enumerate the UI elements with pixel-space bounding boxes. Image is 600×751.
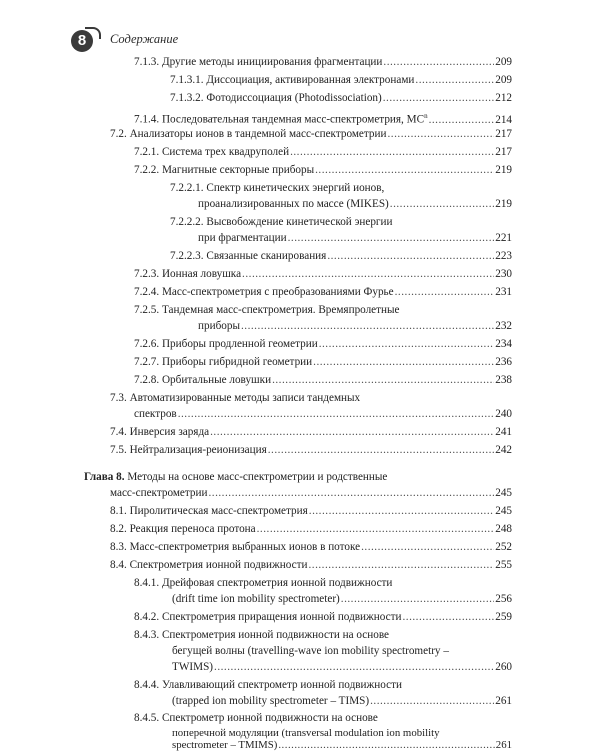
page-ref: 255	[495, 559, 512, 571]
page-ref: 242	[495, 444, 512, 456]
toc-entry-7-2-2-1[interactable]: проанализированных по массе (MIKES) ..... 219	[198, 197, 512, 211]
toc-entry-8-4-4[interactable]: (trapped ion mobility spectrometer – TIMS) ..... 261	[172, 694, 512, 708]
page-ref: 261	[495, 695, 512, 707]
toc-entry-8-4-2[interactable]: 8.4.2. Спектрометрия приращения ионной подвижности ..... 259	[134, 610, 512, 624]
page-ref: 256	[495, 593, 512, 605]
toc-entry-7-1-4[interactable]: 7.1.4. Последовательная тандемная масс-спектрометрия, $МС^n$ ..... 214	[134, 109, 512, 127]
page-ref: 230	[495, 268, 512, 280]
page-ref: 212	[495, 92, 512, 104]
toc-entry-7-2-6[interactable]: 7.2.6. Приборы продленной геометрии ..... 234	[134, 337, 512, 351]
page-ref: 252	[495, 541, 512, 553]
page-ref: 236	[495, 356, 512, 368]
toc-entry-8-4-3-line1[interactable]: 8.4.3. Спектрометрия ионной подвижности на основе	[134, 629, 389, 641]
toc-entry-7-3[interactable]: спектров ..... 240	[134, 407, 512, 421]
page-ref: 217	[495, 128, 512, 140]
toc-entry-7-2-1[interactable]: 7.2.1. Система трех квадруполей ..... 217	[134, 145, 512, 159]
page-ref: 248	[495, 523, 512, 535]
toc-entry-7-2-2-2[interactable]: при фрагментации ..... 221	[198, 231, 512, 245]
toc-entry-7-2-2[interactable]: 7.2.2. Магнитные секторные приборы ..... 219	[134, 163, 512, 177]
page-ref: 260	[495, 661, 512, 673]
toc-entry-7-2-3[interactable]: 7.2.3. Ионная ловушка ..... 230	[134, 267, 512, 281]
page-ref: 261	[495, 739, 512, 751]
page-ref: 219	[495, 164, 512, 176]
toc-entry-7-2-8[interactable]: 7.2.8. Орбитальные ловушки ..... 238	[134, 373, 512, 387]
toc-entry-8-1[interactable]: 8.1. Пиролитическая масс-спектрометрия ..... 245	[110, 504, 512, 518]
toc-entry-8-4-5-line1[interactable]: 8.4.5. Спектрометр ионной подвижности на основе	[134, 712, 378, 724]
toc-entry-7-2-2-2-line1[interactable]: 7.2.2.2. Высвобождение кинетической энергии	[170, 216, 393, 228]
toc-entry-7-2-7[interactable]: 7.2.7. Приборы гибридной геометрии ..... 236	[134, 355, 512, 369]
toc-entry-8-4-5-line2[interactable]: поперечной модуляции (transversal modulation ion mobility	[172, 727, 440, 739]
page-ref: 223	[495, 250, 512, 262]
toc-entry-7-2[interactable]: 7.2. Анализаторы ионов в тандемной масс-спектрометрии ..... 217	[110, 127, 512, 141]
page-ref: 209	[495, 56, 512, 68]
toc-entry-8-2[interactable]: 8.2. Реакция переноса протона ..... 248	[110, 522, 512, 536]
page-ref: 240	[495, 408, 512, 420]
page-ref: 245	[495, 505, 512, 517]
toc-entry-7-2-2-3[interactable]: 7.2.2.3. Связанные сканирования ..... 223	[170, 249, 512, 263]
page-ref: 221	[495, 232, 512, 244]
page-ref: 232	[495, 320, 512, 332]
chapter-label: Глава 8.	[84, 471, 125, 483]
toc-entry-8-4-1-line1[interactable]: 8.4.1. Дрейфовая спектрометрия ионной подвижности	[134, 577, 393, 589]
page-number: 8	[77, 32, 87, 49]
toc-entry-8-3[interactable]: 8.3. Масс-спектрометрия выбранных ионов в потоке ..... 252	[110, 540, 512, 554]
toc-entry-8-4-4-line1[interactable]: 8.4.4. Улавливающий спектрометр ионной подвижности	[134, 679, 402, 691]
toc-entry-8-4-1[interactable]: (drift time ion mobility spectrometer) ..... 256	[172, 592, 512, 606]
toc-entry-8-4-3-line2[interactable]: бегущей волны (travelling-wave ion mobility spectrometry –	[172, 645, 449, 657]
toc-chapter-8[interactable]: масс-спектрометрии ..... 245	[110, 486, 512, 500]
toc-entry-7-5[interactable]: 7.5. Нейтрализация-реионизация ..... 242	[110, 443, 512, 457]
toc-entry-8-4-3[interactable]: TWIMS) ..... 260	[172, 660, 512, 674]
page-ref: 219	[495, 198, 512, 210]
toc-entry-7-4[interactable]: 7.4. Инверсия заряда ..... 241	[110, 425, 512, 439]
page-ref: 234	[495, 338, 512, 350]
page-ref: 209	[495, 74, 512, 86]
page-ref: 245	[495, 487, 512, 499]
page-ref: 259	[495, 611, 512, 623]
toc-entry-7-1-3-2[interactable]: 7.1.3.2. Фотодиссоциация (Photodissociation) ..... 212	[170, 91, 512, 105]
toc-entry-7-3-line1[interactable]: 7.3. Автоматизированные методы записи тандемных	[110, 392, 361, 404]
toc-entry-7-2-5-line1[interactable]: 7.2.5. Тандемная масс-спектрометрия. Времяпролетные	[134, 304, 400, 316]
page-ref: 214	[495, 113, 512, 126]
toc-entry-7-2-5[interactable]: приборы ..... 232	[198, 319, 512, 333]
toc-entry-7-1-3-1[interactable]: 7.1.3.1. Диссоциация, активированная электронами ..... 209	[170, 73, 512, 87]
toc-entry-8-4-5[interactable]: spectrometer – TMIMS) ..... 261	[172, 740, 512, 750]
running-head: Содержание	[110, 32, 179, 46]
page-ref: 231	[495, 286, 512, 298]
toc-chapter-8-line1[interactable]: Глава 8. Методы на основе масс-спектрометрии и родственные	[84, 471, 388, 483]
page-ref: 241	[495, 426, 512, 438]
toc-entry-7-2-4[interactable]: 7.2.4. Масс-спектрометрия с преобразованиями Фурье ..... 231	[134, 285, 512, 299]
toc-entry-7-1-3[interactable]: 7.1.3. Другие методы инициирования фрагментации ..... 209	[134, 55, 512, 69]
toc-entry-7-2-2-1-line1[interactable]: 7.2.2.1. Спектр кинетических энергий ионов,	[170, 182, 385, 194]
page-ref: 217	[495, 146, 512, 158]
page-ref: 238	[495, 374, 512, 386]
toc-entry-8-4[interactable]: 8.4. Спектрометрия ионной подвижности ..... 255	[110, 558, 512, 572]
